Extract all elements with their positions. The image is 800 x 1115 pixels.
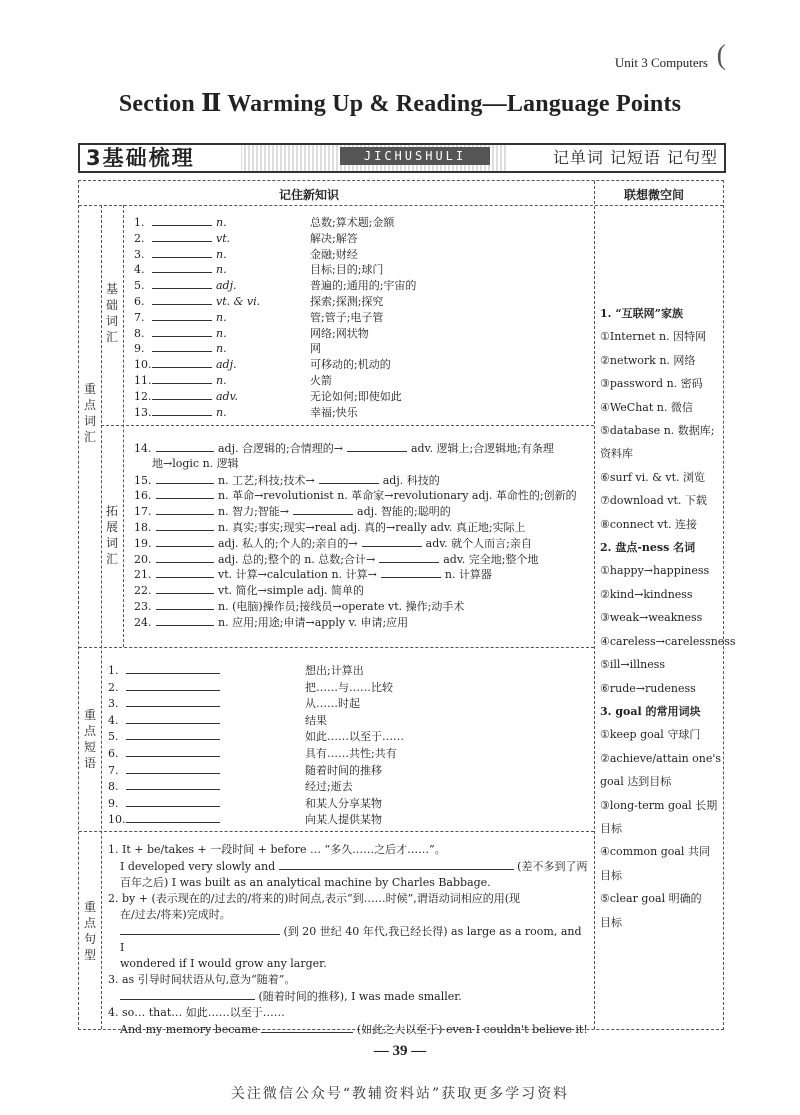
side-heading: 2. 盘点-ness 名词	[600, 541, 696, 555]
item-number: 8.	[134, 326, 145, 340]
answer-blank	[379, 551, 439, 563]
item-number: 4.	[108, 713, 119, 727]
phrase-meaning: 结果	[305, 713, 327, 727]
answer-blank	[362, 535, 422, 547]
side-item: ③long-term goal 长期	[600, 798, 718, 812]
item-number: 4.	[134, 263, 145, 277]
answer-blank	[126, 745, 220, 757]
vocab-row	[134, 404, 227, 421]
sentence-line: 百年之后) I was built as an analytical machine by Charles Babbage.	[120, 876, 491, 889]
vocab-definition: adj. 总的;整个的 n. 总数;合计→	[218, 552, 376, 566]
side-item: ⑤clear goal 明确的	[600, 892, 702, 906]
side-item: ⑤ill→illness	[600, 658, 666, 672]
vocab-row	[134, 535, 532, 552]
phrase-meaning: 想出;计算出	[305, 664, 364, 677]
item-number: 9.	[108, 796, 119, 810]
page-title: Section Ⅱ Warming Up & Reading—Language Points	[118, 91, 682, 117]
item-number: 24.	[134, 615, 152, 629]
item-number: 2.	[134, 231, 145, 245]
answer-blank	[156, 598, 214, 610]
vocab-row	[134, 246, 227, 263]
side-column-header: 联想微空间	[624, 188, 685, 202]
item-number: 19.	[134, 536, 152, 550]
item-number: 14.	[134, 442, 152, 455]
answer-blank	[152, 356, 212, 368]
phrase-row	[108, 795, 220, 812]
part-of-speech: n.	[216, 263, 227, 277]
page-number: — 39 —	[373, 1043, 427, 1059]
vocab-row	[134, 472, 440, 489]
vocab-derived: adv. 就个人而言;亲自	[425, 536, 532, 550]
part-of-speech: vt.	[216, 231, 231, 245]
answer-blank	[152, 277, 212, 289]
side-item: ②achieve/attain one's	[600, 751, 722, 765]
answer-blank	[126, 712, 220, 724]
answer-blank	[126, 695, 220, 707]
item-number: 10.	[108, 813, 126, 827]
phrase-row	[108, 811, 220, 828]
vocab-definition: vt. 计算→calculation n. 计算→	[218, 568, 377, 582]
vocab-row	[134, 487, 577, 504]
item-number: 1.	[108, 664, 119, 677]
vocab-row	[134, 551, 538, 568]
phrase-meaning: 如此……以至于……	[305, 730, 404, 744]
answer-blank	[156, 582, 214, 594]
vocab-row	[134, 309, 227, 326]
phrase-row	[108, 762, 220, 779]
vocab-row	[134, 519, 526, 536]
basic-ext-rule	[101, 425, 594, 426]
side-item: ①keep goal 守球门	[600, 728, 701, 742]
phrase-meaning: 向某人提供某物	[305, 813, 382, 827]
part-of-speech: n.	[216, 310, 227, 324]
item-number: 11.	[134, 374, 152, 387]
vocab-meaning: 探索;探测;探究	[310, 295, 384, 308]
vocab-derived: n. 计算器	[444, 568, 492, 582]
answer-blank	[126, 728, 220, 740]
sentence-line: I developed very slowly and (差不多到了两	[120, 860, 588, 873]
header-rule	[79, 205, 723, 206]
vocab-row	[134, 340, 227, 357]
answer-blank	[319, 472, 379, 484]
answer-blank	[156, 487, 214, 499]
item-number: 17.	[134, 505, 152, 519]
banner-subtitle: 记单词 记短语 记句型	[508, 145, 724, 171]
phrase-sentence-rule	[79, 831, 594, 832]
main-column-header: 记住新知识	[279, 188, 340, 202]
item-number: 6.	[108, 747, 119, 760]
item-number: 21.	[134, 568, 152, 582]
section-banner	[78, 143, 726, 173]
side-item: ②kind→kindness	[600, 587, 693, 601]
sentence-block	[108, 842, 588, 1038]
side-heading: 1. “互联网”家族	[600, 307, 683, 320]
sentence-line: wondered if I would grow any larger.	[120, 957, 327, 970]
sublabel-divider	[123, 205, 124, 647]
sentence-line: (随着时间的推移), I was made smaller.	[108, 988, 588, 1005]
vocab-definition: n. 真实;事实;现实→real adj. 真的→really adv. 真正地;实际上	[218, 521, 526, 534]
vocab-row	[134, 614, 408, 631]
item-number: 8.	[108, 780, 119, 794]
vocab-meaning: 无论如何;即使如此	[310, 389, 402, 403]
banner-label: 3基础梳理	[80, 145, 241, 171]
item-number: 3.	[108, 697, 119, 711]
answer-blank	[156, 440, 214, 452]
vocab-definition: n. 智力;智能→	[218, 505, 290, 519]
item-number: 2.	[108, 680, 119, 694]
answer-blank	[152, 261, 212, 273]
part-of-speech: n.	[216, 326, 227, 340]
banner-pinyin: JICHUSHULI	[340, 147, 490, 165]
vocab-label: 重点词汇	[83, 382, 96, 444]
phrase-row	[108, 745, 220, 762]
answer-blank	[152, 372, 212, 384]
phrase-row	[108, 728, 220, 745]
vocab-derived: adv. 完全地;整个地	[443, 552, 539, 566]
sentence-line: 2. by + (表示现在的/过去的/将来的)时间点,表示“到……时候”,谓语动词相应的用(现	[108, 892, 520, 905]
answer-blank	[152, 293, 212, 305]
vocab-derived: adj. 智能的;聪明的	[357, 505, 451, 519]
phrase-row	[108, 679, 220, 696]
vocab-row	[134, 388, 238, 405]
answer-blank	[152, 309, 212, 321]
sentence-line: 3. as 引导时间状语从句,意为“随着”。	[108, 973, 296, 986]
phrase-meaning: 把……与……比较	[305, 680, 393, 694]
side-notes	[600, 302, 736, 934]
answer-blank	[381, 566, 441, 578]
answer-blank	[152, 246, 212, 258]
vocab-meaning: 普遍的;通用的;宇宙的	[310, 279, 417, 293]
answer-blank	[156, 551, 214, 563]
vocab-row	[134, 214, 227, 231]
side-item: ②network n. 网络	[600, 353, 696, 367]
answer-blank	[152, 340, 212, 352]
item-number: 15.	[134, 473, 152, 487]
side-item: ⑦download vt. 下载	[600, 494, 707, 508]
vocab-meaning: 金融;财经	[310, 247, 358, 261]
item-number: 13.	[134, 405, 152, 419]
phrase-meaning: 经过;逝去	[305, 780, 353, 794]
phrase-label: 重点短语	[83, 708, 96, 770]
sentence-line: (到 20 世纪 40 年代,我已经长得) as large as a room, and I	[120, 925, 582, 954]
sentence-line: And my memory became (如此之大以至于) even I couldn't believe it!	[120, 1023, 588, 1036]
vocab-definition: n. 应用;用途;申请→apply v. 申请;应用	[218, 615, 409, 629]
side-item: ④careless→carelessness	[600, 634, 736, 648]
side-item: ④WeChat n. 微信	[600, 400, 693, 414]
header-bracket: (	[716, 40, 726, 71]
sentence-label: 重点句型	[83, 900, 96, 962]
side-heading: 3. goal 的常用词块	[600, 704, 701, 718]
answer-blank	[126, 762, 220, 774]
basic-label: 基础词汇	[105, 282, 118, 344]
vocab-derived: adj. 科技的	[382, 473, 440, 487]
footer-note: 关注微信公众号“教辅资料站”获取更多学习资料	[230, 1086, 570, 1102]
vocab-row	[134, 582, 364, 599]
side-item: 资料库	[600, 447, 633, 461]
item-number: 22.	[134, 584, 152, 598]
vocab-derived: adv. 逻辑上;合逻辑地;有条理	[410, 442, 554, 455]
sentence-line: 1. It + be/takes + 一段时间 + before … “多久……之后才……”。	[108, 843, 446, 856]
vocab-meaning: 总数;算术题;金额	[310, 216, 395, 229]
vocab-row	[134, 598, 464, 615]
vocab-phrase-rule	[79, 647, 594, 648]
part-of-speech: adv.	[216, 389, 239, 403]
phrase-row	[108, 712, 220, 729]
vocab-meaning: 可移动的;机动的	[310, 358, 391, 372]
vocab-row	[134, 440, 554, 457]
answer-blank	[293, 503, 353, 515]
phrase-meaning: 从……时起	[305, 697, 360, 711]
vocab-row	[134, 566, 492, 583]
item-number: 7.	[134, 310, 145, 324]
side-item: ⑥surf vi. & vt. 浏览	[600, 470, 706, 484]
answer-blank	[126, 778, 220, 790]
item-number: 5.	[108, 730, 119, 744]
ext-label: 拓展词汇	[105, 504, 118, 566]
side-item: ①Internet n. 因特网	[600, 330, 707, 344]
item-number: 3.	[134, 247, 145, 261]
phrase-meaning: 和某人分享某物	[305, 796, 382, 810]
vocab-row	[134, 261, 227, 278]
side-item: ③password n. 密码	[600, 377, 703, 391]
answer-blank	[156, 535, 214, 547]
item-number: 1.	[134, 216, 145, 229]
answer-blank	[156, 566, 214, 578]
item-number: 5.	[134, 279, 145, 293]
side-item: ⑧connect vt. 连接	[600, 517, 698, 531]
side-item: ⑥rude→rudeness	[600, 681, 696, 695]
side-item: ④common goal 共同	[600, 845, 710, 859]
vocab-meaning: 幸福;快乐	[310, 405, 358, 419]
answer-blank	[152, 230, 212, 242]
vocab-definition: vt. 简化→simple adj. 简单的	[218, 584, 365, 598]
vocab-meaning: 目标;目的;球门	[310, 263, 384, 277]
answer-blank	[347, 440, 407, 452]
part-of-speech: adj.	[216, 279, 237, 293]
side-item: 目标	[600, 915, 622, 929]
answer-blank	[152, 325, 212, 337]
side-item: ①happy→happiness	[600, 564, 710, 578]
phrase-row	[108, 662, 220, 679]
part-of-speech: adj.	[216, 358, 237, 372]
phrase-meaning: 随着时间的推移	[305, 763, 382, 777]
vocab-row	[134, 503, 451, 520]
part-of-speech: n.	[216, 374, 227, 387]
label-divider	[101, 205, 102, 1029]
side-divider	[594, 181, 595, 1029]
phrase-row	[108, 695, 220, 712]
vocab-definition: n. 革命→revolutionist n. 革命家→revolutionary adj. 革命性的;创新的	[218, 489, 577, 503]
vocab-row	[152, 456, 239, 472]
item-number: 10.	[134, 358, 152, 372]
item-number: 9.	[134, 342, 145, 356]
item-number: 12.	[134, 389, 152, 403]
answer-blank	[156, 519, 214, 531]
answer-blank	[156, 614, 214, 626]
vocab-definition: n. 工艺;科技;技术→	[218, 473, 315, 487]
item-number: 16.	[134, 489, 152, 503]
side-item: ③weak→weakness	[600, 611, 703, 625]
vocab-meaning: 网	[310, 342, 321, 356]
answer-blank	[152, 404, 212, 416]
vocab-meaning: 解决;解答	[310, 231, 358, 245]
answer-blank	[156, 503, 214, 515]
vocab-meaning: 网络;网状物	[310, 326, 369, 340]
item-number: 6.	[134, 295, 145, 308]
vocab-row	[134, 372, 227, 389]
vocab-definition: adj. 合逻辑的;合情理的→	[218, 442, 343, 455]
phrase-meaning: 具有……共性;共有	[305, 747, 397, 760]
part-of-speech: n.	[216, 342, 227, 356]
sentence-line: 在/过去/将来)完成时。	[120, 908, 231, 921]
item-number: 18.	[134, 521, 152, 534]
side-item: goal 达到目标	[600, 775, 672, 789]
answer-blank	[156, 472, 214, 484]
answer-blank	[126, 811, 220, 823]
vocab-row	[134, 277, 237, 294]
answer-blank	[126, 679, 220, 691]
vocab-meaning: 火箭	[310, 374, 332, 387]
side-item: 目标	[600, 868, 622, 882]
vocab-definition: n. (电脑)操作员;接线员→operate vt. 操作;动手术	[218, 600, 465, 613]
vocab-row	[134, 325, 227, 342]
answer-blank	[152, 214, 212, 226]
side-item: ⑤database n. 数据库;	[600, 424, 715, 438]
side-item: 目标	[600, 821, 622, 835]
vocab-definition: 地→logic n. 逻辑	[152, 456, 239, 470]
part-of-speech: n.	[216, 247, 227, 261]
vocab-meaning: 管;管子;电子管	[310, 310, 384, 324]
answer-blank	[152, 388, 212, 400]
item-number: 23.	[134, 600, 152, 613]
part-of-speech: n.	[216, 405, 227, 419]
sentence-line: 4. so… that… 如此……以至于……	[108, 1006, 285, 1019]
unit-header: Unit 3 Computers	[614, 55, 708, 70]
item-number: 7.	[108, 763, 119, 777]
answer-blank	[126, 795, 220, 807]
phrase-row	[108, 778, 220, 795]
part-of-speech: vt. & vi.	[216, 295, 261, 308]
vocab-row	[134, 293, 260, 310]
vocab-row	[134, 230, 230, 247]
part-of-speech: n.	[216, 216, 227, 229]
answer-blank	[126, 662, 220, 674]
vocab-definition: adj. 私人的;个人的;亲自的→	[218, 536, 358, 550]
vocab-row	[134, 356, 237, 373]
item-number: 20.	[134, 552, 152, 566]
